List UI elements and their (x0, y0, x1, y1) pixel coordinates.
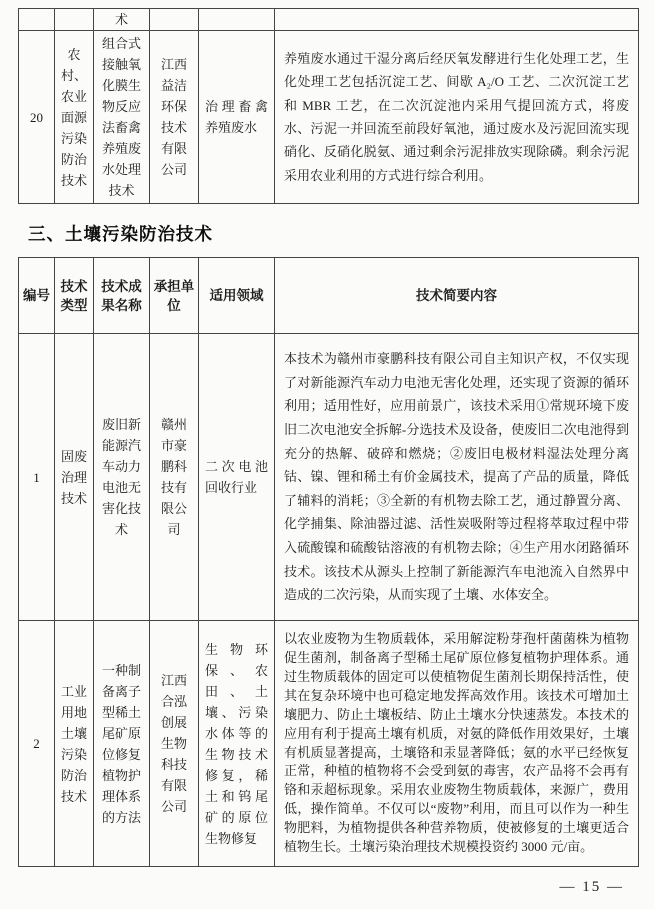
cell-empty (55, 9, 94, 31)
header-unit: 承担单位 (150, 258, 199, 334)
cell-tech-name: 一种制备离子型稀土尾矿原位修复植物护理体系的方法 (94, 621, 150, 867)
header-id: 编号 (19, 258, 55, 334)
cell-unit: 江西益洁环保技术有限公司 (150, 31, 199, 204)
section-heading: 三、土壤污染防治技术 (28, 224, 213, 244)
cell-empty (150, 9, 199, 31)
water-pollution-table-continued (18, 8, 639, 204)
cell-row-id: 2 (19, 621, 55, 867)
cell-field: 治理畜禽养殖废水 (199, 31, 275, 204)
table-row-2 (19, 621, 639, 867)
cell-row-id: 1 (19, 334, 55, 621)
soil-pollution-table (18, 257, 639, 867)
cell-description: 养殖废水通过干湿分离后经厌氧发酵进行生化处理工艺，生化处理工艺包括沉淀工艺、间歇 A₂/O 工艺、二次沉淀工艺和 MBR 工艺，在二次沉淀池内采用气提回流方式，将废水、污泥一并回流至前段好氧池，通过废水及污泥回流实现硝化、反硝化脱氨、通过剩余污泥排放实现除磷。剩余污泥采用农业利用的方式进行综合利用。 (275, 31, 639, 204)
table-row-20 (19, 31, 639, 204)
cell-row-id: 20 (19, 31, 55, 204)
cell-tech-name: 组合式接触氧化膜生物反应法畜禽养殖废水处理技术 (94, 31, 150, 204)
cell-empty (199, 9, 275, 31)
cell-name-fragment: 术 (94, 9, 150, 31)
header-tech-type: 技术类型 (55, 258, 94, 334)
cell-description: 本技术为赣州市豪鹏科技有限公司自主知识产权，不仅实现了对新能源汽车动力电池无害化处理，还实现了资源的循环利用；适用性好，应用前景广，该技术采用①常规环境下废旧二次电池安全拆解-分选技术及设备，使废旧二次电池得到充分的热解、破碎和燃烧；②废旧电极材料湿法处理分离钴、镍、锂和稀土有价金属技术，提高了产品的质量，降低了辅料的消耗；③全新的有机物去除工艺，通过静置分离、化学捕集、除油器过滤、活性炭吸附等过程将萃取过程中带入硫酸镍和硫酸钴溶液的有机物去除；④生产用水闭路循环技术。该技术从源头上控制了新能源汽车电池流入自然界中造成的二次污染，从而实现了土壤、水体安全。 (275, 334, 639, 621)
cell-unit: 江西合泓创展生物科技有限公司 (150, 621, 199, 867)
cell-tech-type: 固废治理技术 (55, 334, 94, 621)
table-row-partial (19, 9, 639, 31)
cell-description: 以农业废物为生物质载体，采用解淀粉芽孢杆菌菌株为植物促生菌剂，制备离子型稀土尾矿原位修复植物护理体系。通过生物质载体的固定可以使植物促生菌剂长期保持活性，使其在复杂环境中也可稳定地发挥高效作用。该技术可增加土壤肥力、防止土壤板结、防止土壤水分快速蒸发。本技术的应用有利于提高土壤有机质，对氨的降低作用效果好，土壤有机质显著提高，土壤铬和汞显著降低；氨的水平已经恢复正常，种植的植物将不会受到氨的毒害，农产品将不会再有铬和汞超标现象。采用农业废物生物质载体，来源广，费用低，操作简单。不仅可以“废物”利用，而且可以作为一种生物肥料，为植物提供各种营养物质，使被修复的土壤更适合植物生长。土壤污染治理技术规模投资约 3000 元/亩。 (275, 621, 639, 867)
table-row-1 (19, 334, 639, 621)
header-field: 适用领域 (199, 258, 275, 334)
cell-field: 二次电池回收行业 (199, 334, 275, 621)
cell-tech-type: 工业用地土壤污染防治技术 (55, 621, 94, 867)
cell-tech-type: 农村、农业面源污染防治技术 (55, 31, 94, 204)
header-description: 技术简要内容 (275, 258, 639, 334)
table-header-row (19, 258, 639, 334)
page-number: — 15 — (559, 879, 624, 895)
cell-field: 生物环保、农田、土壤、污染水体等的生物技术修复，稀土和钨尾矿的原位生物修复 (199, 621, 275, 867)
cell-empty (275, 9, 639, 31)
cell-tech-name: 废旧新能源汽车动力电池无害化技术 (94, 334, 150, 621)
header-tech-name: 技术成果名称 (94, 258, 150, 334)
cell-unit: 赣州市豪鹏科技有限公司 (150, 334, 199, 621)
cell-empty (19, 9, 55, 31)
